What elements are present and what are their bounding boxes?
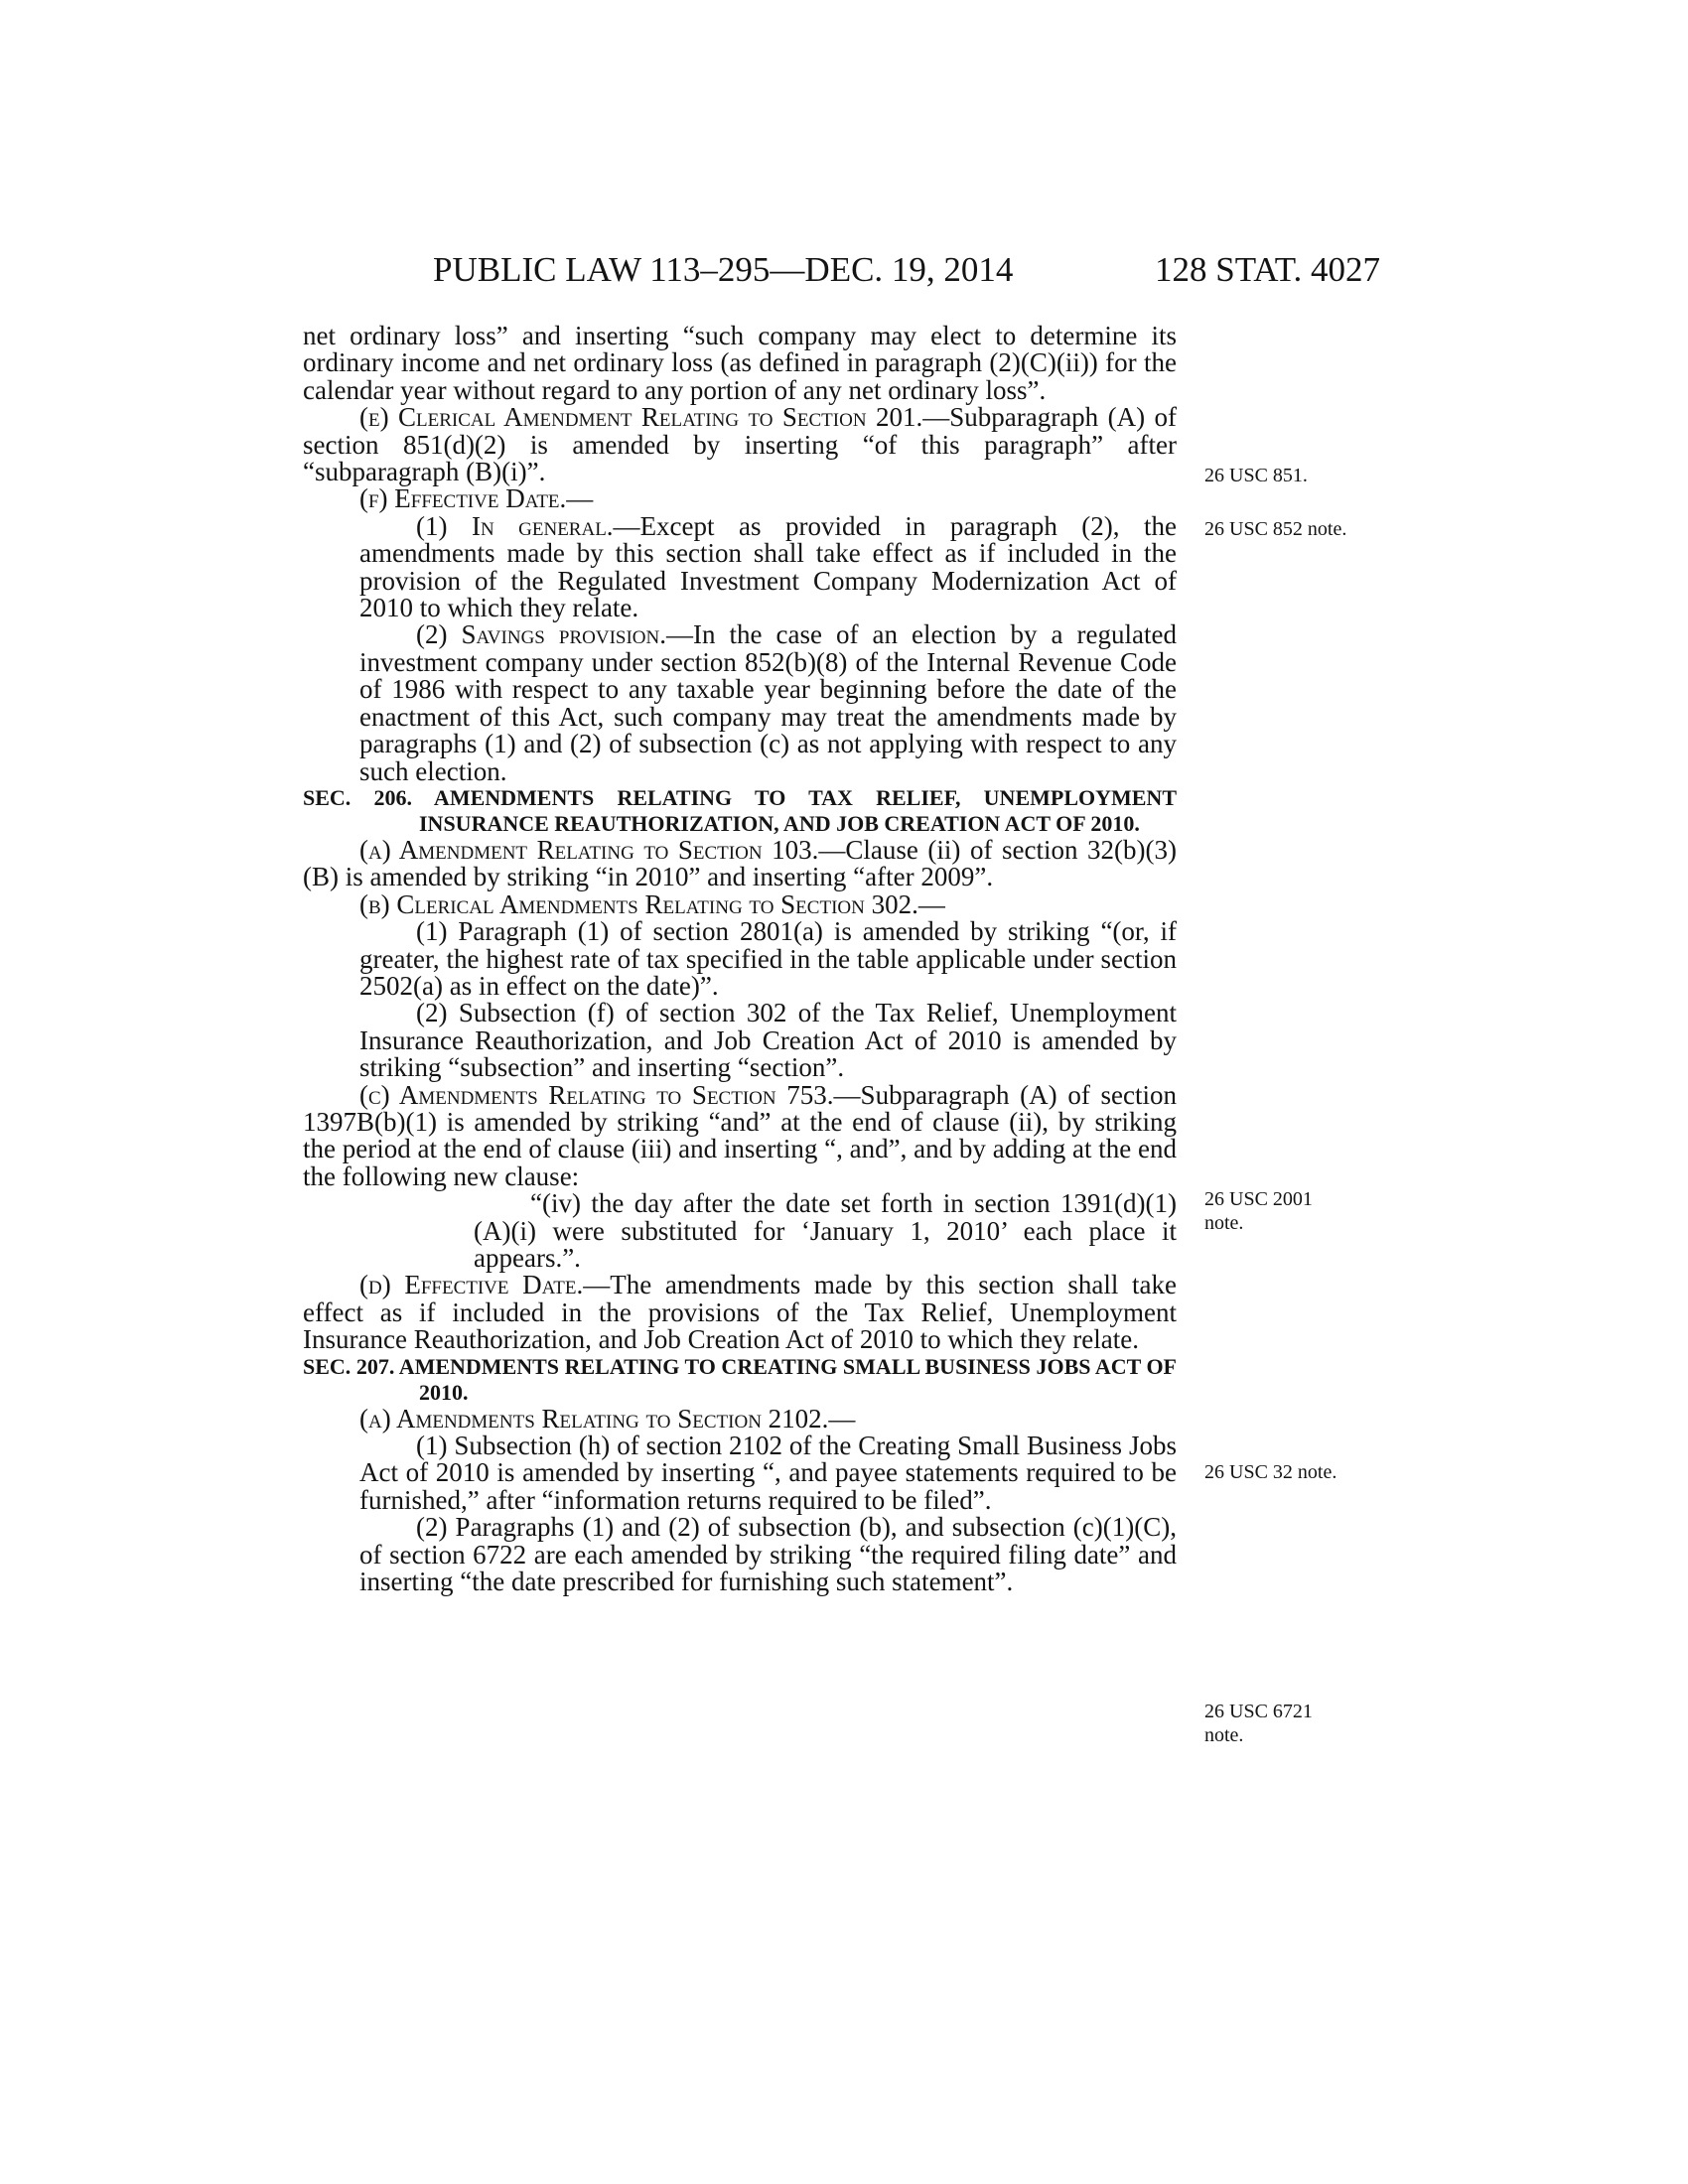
page-header: [433, 246, 1380, 294]
section-206-c-text: Subparagraph (A) of section 1397B(b)(1) is amended by striking “and” at the end of clause (ii), by striking the period at the end of clause (iii) and inserting “, and”, and by adding at the end the following new clause:: [303, 1079, 1177, 1191]
section-206-d-heading: (d) Effective Date.—: [359, 1270, 611, 1300]
section-206-a-text: Clause (ii) of section 32(b)(3)(B) is amended by striking “in 2010” and inserting “after 2009”.: [303, 834, 1177, 892]
paragraph-continuation: net ordinary loss” and inserting “such company may elect to determine its ordinary income and net ordinary loss (as defined in paragraph (2)(C)(ii)) for the calendar year without regard to any portion of any net ordinary loss”.: [303, 321, 1177, 405]
section-206-heading: SEC. 206. AMENDMENTS RELATING TO TAX RELIEF, UNEMPLOYMENT INSURANCE REAUTHORIZATION, AND JOB CREATION ACT OF 2010.: [303, 784, 1177, 836]
section-206-d: [303, 1272, 1177, 1353]
section-206-c-heading: (c) Amendments Relating to Section 753.—: [359, 1079, 861, 1110]
section-207-a-heading: (a) Amendments Relating to Section 2102.—: [359, 1403, 856, 1433]
document-body: [303, 323, 1177, 1595]
section-207-a-1: (1) Subsection (h) of section 2102 of the Creating Small Business Jobs Act of 2010 is amended by inserting “, and payee statements required to be furnished,” after “information returns required to be filed”.: [359, 1431, 1177, 1515]
section-206-c: [303, 1079, 1177, 1191]
section-206-a: [303, 834, 1177, 892]
margin-note-26-usc-2001-line2: note.: [1204, 1212, 1244, 1234]
section-206-c-quoted-clause: “(iv) the day after the date set forth in section 1391(d)(1)(A)(i) were substituted for ‘January 1, 2010’ each place it appears.”.: [474, 1188, 1177, 1273]
subsection-f-2-heading: (2) Savings provision.—: [416, 619, 693, 650]
section-207-heading: SEC. 207. AMENDMENTS RELATING TO CREATING SMALL BUSINESS JOBS ACT OF 2010.: [303, 1353, 1177, 1405]
subsection-f-1-text: Except as provided in paragraph (2), the amendments made by this section shall take effect as if included in the provision of the Regulated Investment Company Modernization Act of 2010 to which they relate.: [359, 510, 1177, 623]
section-206-b-2: (2) Subsection (f) of section 302 of the Tax Relief, Unemployment Insurance Reauthorization, and Job Creation Act of 2010 is amended by striking “subsection” and inserting “section”.: [359, 998, 1177, 1083]
section-206-d-text: The amendments made by this section shall take effect as if included in the provisions of the Tax Relief, Unemployment Insurance Reauthorization, and Job Creation Act of 2010 to which they relate.: [303, 1270, 1177, 1355]
margin-note-26-usc-2001: [1204, 1187, 1313, 1235]
subsection-e-heading: (e) Clerical Amendment Relating to Section 201.—: [359, 402, 950, 433]
subsection-f: [303, 485, 1177, 512]
margin-note-26-usc-6721: [1204, 1700, 1313, 1747]
subsection-e-text: Subparagraph (A) of section 851(d)(2) is amended by inserting “of this paragraph” after “subparagraph (B)(i)”.: [303, 402, 1177, 487]
margin-note-26-usc-2001-line1: 26 USC 2001: [1204, 1188, 1313, 1210]
section-206-a-heading: (a) Amendment Relating to Section 103.—: [359, 834, 846, 865]
public-law-citation: PUBLIC LAW 113–295—DEC. 19, 2014: [433, 250, 1014, 289]
margin-note-26-usc-32: 26 USC 32 note.: [1204, 1461, 1337, 1483]
margin-note-26-usc-6721-line2: note.: [1204, 1724, 1244, 1746]
section-206-b: [303, 888, 1177, 919]
subsection-e: [303, 404, 1177, 485]
subsection-f-2: [303, 621, 1177, 784]
subsection-f-heading: (f) Effective Date.—: [359, 483, 594, 514]
subsection-f-2-text: In the case of an election by a regulated investment company under section 852(b)(8) of the Internal Revenue Code of 1986 with respect to any taxable year beginning before the date of the enactment of this Act, such company may treat the amendments made by paragraphs (1) and (2) of subsection (c) as not applying with respect to any such election.: [359, 619, 1177, 786]
subsection-f-1: [303, 510, 1177, 623]
section-207-a-2: (2) Paragraphs (1) and (2) of subsection (b), and subsection (c)(1)(C), of section 6722 are each amended by striking “the required filing date” and inserting “the date prescribed for furnishing such statement”.: [359, 1512, 1177, 1597]
section-206-b-1: (1) Paragraph (1) of section 2801(a) is amended by striking “(or, if greater, the highest rate of tax specified in the table applicable under section 2502(a) as in effect on the date)”.: [359, 916, 1177, 1001]
statute-page-number: 128 STAT. 4027: [1155, 250, 1380, 289]
margin-note-26-usc-852: 26 USC 852 note.: [1204, 518, 1347, 540]
margin-note-26-usc-6721-line1: 26 USC 6721: [1204, 1701, 1313, 1722]
margin-note-26-usc-851: 26 USC 851.: [1204, 465, 1308, 486]
section-207-a: [303, 1403, 1177, 1433]
section-206-b-heading: (b) Clerical Amendments Relating to Section 302.—: [359, 888, 945, 919]
subsection-f-1-heading: (1) In general.—: [416, 510, 640, 541]
